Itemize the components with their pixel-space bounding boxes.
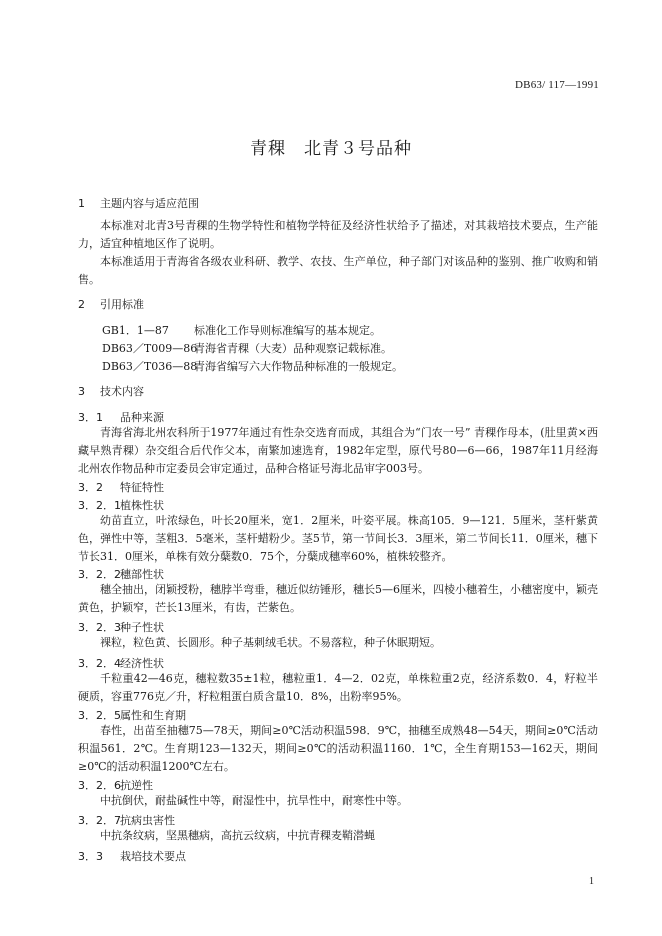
document-title xyxy=(0,134,662,159)
subsection-3-2-4-paragraph: 千粒重42—46克，穗粒数35±1粒，穗粒重1．4—2．02克，单株粒重2克，经济系数0．4，籽粒半硬质，容重776克／升，籽粒粗蛋白质含量10．8%，出粉率95%。 xyxy=(78,672,598,703)
section-number: 3．2．6 xyxy=(78,779,121,792)
reference-code: DB63／T009—86 xyxy=(102,342,198,355)
section-number: 2 xyxy=(78,298,85,311)
reference-item xyxy=(102,340,392,356)
section-number: 3．2．1 xyxy=(78,499,121,512)
reference-code: GB1．1—87 xyxy=(102,324,169,337)
subsection-3-2-4-heading xyxy=(78,655,164,671)
subsection-3-2-2-paragraph: 穗全抽出，闭颖授粉，穗脖半弯垂，穗近似纺锤形，穗长5—6厘米，四棱小穗着生，小穗密度中，颖壳黄色，护颖窄，芒长13厘米，有齿，芒紫色。 xyxy=(78,583,598,614)
page-number: 1 xyxy=(589,876,594,887)
section-number: 3．2．4 xyxy=(78,657,121,670)
reference-text: 青海省青稞（大麦）品种观察记载标准。 xyxy=(194,342,392,355)
subsection-3-1-paragraph: 青海省海北州农科所于1977年通过有性杂交选育而成，其组合为“门农一号” 青稞作母本，(肚里黄×西藏早熟青稞）杂交组合后代作父本，南繁加速选育，1982年定型，原代号80—6—66，1987年11月经海北州农作物品种市定委员会审定通过，品种合格证号海北品审字003号。 xyxy=(78,426,598,475)
section-title: 品种来源 xyxy=(120,411,164,424)
section-number: 3．1 xyxy=(78,411,103,424)
subsection-3-2-6-heading xyxy=(78,777,153,793)
subsection-3-2-3-paragraph: 裸粒，粒色黄、长圆形。种子基刺绒毛状。不易落粒，种子休眠期短。 xyxy=(100,636,441,649)
subsection-3-2-7-paragraph: 中抗条纹病，坚黑穗病，高抗云纹病，中抗青稞麦鞘潜蝇 xyxy=(100,829,375,842)
section-number: 3．2．2 xyxy=(78,568,121,581)
subsection-3-2-7-heading xyxy=(78,812,175,828)
section-title: 经济性状 xyxy=(120,657,164,670)
section-title: 栽培技术要点 xyxy=(120,850,186,863)
section-title: 特征特性 xyxy=(120,481,164,494)
section-2-heading xyxy=(78,296,144,312)
section-number: 3．2．5 xyxy=(78,709,121,722)
subsection-3-2-1-heading xyxy=(78,497,164,513)
section-title: 引用标准 xyxy=(100,298,144,311)
subsection-3-3-heading xyxy=(78,848,186,864)
reference-item xyxy=(102,358,403,374)
title-part-2: 北青３号品种 xyxy=(304,139,412,159)
subsection-3-2-6-paragraph: 中抗倒伏，耐盐碱性中等，耐湿性中，抗旱性中，耐寒性中等。 xyxy=(100,794,408,807)
section-title: 抗逆性 xyxy=(120,779,153,792)
reference-text: 标准化工作导则标准编写的基本规定。 xyxy=(194,324,381,337)
section-3-heading xyxy=(78,383,144,399)
subsection-3-1-heading xyxy=(78,409,164,425)
section-title: 穗部性状 xyxy=(120,568,164,581)
subsection-3-2-5-heading xyxy=(78,707,186,723)
section-title: 技术内容 xyxy=(100,385,144,398)
section-title: 种子性状 xyxy=(120,621,164,634)
subsection-3-2-heading xyxy=(78,479,164,495)
title-part-1: 青稞 xyxy=(250,139,286,159)
section-number: 3．2．3 xyxy=(78,621,121,634)
section-number: 3．2．7 xyxy=(78,814,121,827)
section-number: 3．2 xyxy=(78,481,103,494)
section-title: 属性和生育期 xyxy=(120,709,186,722)
subsection-3-2-1-paragraph: 幼苗直立，叶浓绿色，叶长20厘米，宽1．2厘米，叶姿平展。株高105．9—121．5厘米，茎杆紫黄色，弹性中等，茎粗3．5毫米，茎杆蜡粉少。茎5节，第一节间长3．3厘米，第二节间长11．0厘米，穗下节长31．0厘米，单株有效分蘖数0．75个，分蘖成穗率60%，植株较整齐。 xyxy=(78,514,598,563)
section-number: 3 xyxy=(78,385,85,398)
subsection-3-2-2-heading xyxy=(78,566,164,582)
reference-code: DB63／T036—88 xyxy=(102,360,198,373)
section-1-paragraph-1: 本标准对北青3号青稞的生物学特性和植物学特征及经济性状给予了描述，对其栽培技术要点，生产能力，适宜种植地区作了说明。 xyxy=(78,219,598,250)
section-number: 1 xyxy=(78,197,85,210)
standard-code: DB63/ 117—1991 xyxy=(515,79,599,91)
subsection-3-2-5-paragraph: 春性，出苗至抽穗75—78天，期间≥0℃活动积温598．9℃，抽穗至成熟48—54天，期间≥0℃活动积温561．2℃。生育期123—132天，期间≥0℃的活动积温1160．1℃，全生育期153—162天，期间≥0℃的活动积温1200℃左右。 xyxy=(78,724,598,773)
reference-text: 青海省编写六大作物品种标准的一般规定。 xyxy=(194,360,403,373)
section-title: 植株性状 xyxy=(120,499,164,512)
reference-item xyxy=(102,322,381,338)
section-number: 3．3 xyxy=(78,850,103,863)
section-1-paragraph-2: 本标准适用于青海省各级农业科研、教学、农技、生产单位，种子部门对该品种的鉴别、推广收购和销售。 xyxy=(78,255,598,286)
subsection-3-2-3-heading xyxy=(78,619,164,635)
section-title: 抗病虫害性 xyxy=(120,814,175,827)
section-1-heading xyxy=(78,195,199,211)
section-title: 主题内容与适应范围 xyxy=(100,197,199,210)
